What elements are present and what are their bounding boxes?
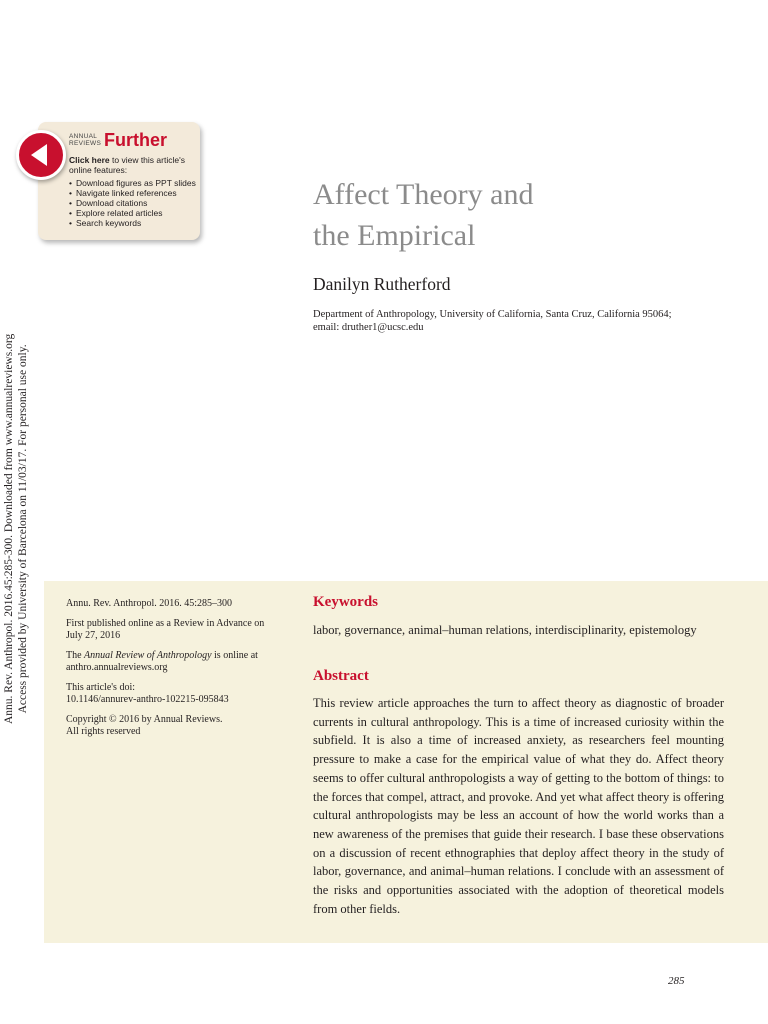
doi-label: This article's doi: [66, 682, 136, 693]
affiliation-text: Department of Anthropology, University of California, Santa Cruz, California 95064; [313, 309, 672, 320]
article-title [313, 174, 733, 256]
publication-metadata [66, 598, 281, 746]
copyright-block [66, 714, 281, 738]
keywords-heading: Keywords [313, 594, 378, 610]
download-notice-line-1: Annu. Rev. Anthropol. 2016.45:285-300. Downloaded from www.annualreviews.org [3, 333, 15, 724]
further-feature-item: • Download figures as PPT slides [69, 178, 197, 188]
title-line-1: Affect Theory and [313, 178, 534, 211]
copyright: Copyright © 2016 by Annual Reviews. [66, 714, 223, 725]
further-feature-item: • Navigate linked references [69, 188, 197, 198]
first-published: First published online as a Review in Advance on July 27, 2016 [66, 618, 265, 641]
journal-name: Annual Review of Anthropology [84, 650, 212, 661]
author-email: email: druther1@ucsc.edu [313, 322, 424, 333]
further-arrow-button[interactable] [16, 130, 66, 180]
further-title: Further [104, 130, 167, 150]
rights: All rights reserved [66, 726, 141, 737]
title-line-2: the Empirical [313, 219, 476, 252]
page-number: 285 [668, 975, 685, 987]
abstract-section [313, 668, 724, 685]
further-feature-item: • Search keywords [69, 218, 197, 228]
further-feature-item: • Explore related articles [69, 208, 197, 218]
download-notice [2, 334, 30, 724]
abstract-heading: Abstract [313, 668, 369, 684]
keywords-section [313, 594, 724, 611]
click-here-link[interactable]: Click here [69, 155, 110, 165]
abstract-text: This review article approaches the turn to affect theory as diagnostic of broader currents in cultural anthropology. This is a time of increased curiosity within the subfield. It is also a time of increased anxiety, as researchers feel mounting pressure to make a case for the empirical value of what they do. Affect theory seems to offer cultural anthropologists a way of getting to the bottom of things: to the forces that compel, attract, and provoke. And yet what affect theory is offering cultural anthropologists may be less an account of how the world works than a new awareness of the premises that guide their research. I base these observations on a discussion of recent ethnographies that deploy affect theory in the study of labor, governance, and animal–human relations. I conclude with an assessment of the risks and opportunities associated with the adoption of theoretical models from other fields. [313, 696, 724, 916]
journal-online-note: The Annual Review of Anthropology is online at anthro.annualreviews.org [66, 650, 258, 673]
doi-block [66, 682, 281, 706]
keywords-text: labor, governance, animal–human relations, interdisciplinarity, epistemology [313, 623, 697, 637]
further-description [69, 155, 197, 228]
further-feature-list [69, 178, 197, 228]
doi-value: 10.1146/annurev-anthro-102215-095843 [66, 694, 229, 705]
further-feature-item: • Download citations [69, 198, 197, 208]
citation: Annu. Rev. Anthropol. 2016. 45:285–300 [66, 598, 233, 609]
download-notice-line-2: Access provided by University of Barcelona on 11/03/17. For personal use only. [17, 344, 29, 714]
author-name: Danilyn Rutherford [313, 274, 451, 294]
further-intro: to view this article's online features: [69, 155, 185, 175]
annual-reviews-logo: ANNUAL REVIEWS [69, 133, 102, 147]
author-affiliation [313, 308, 733, 334]
